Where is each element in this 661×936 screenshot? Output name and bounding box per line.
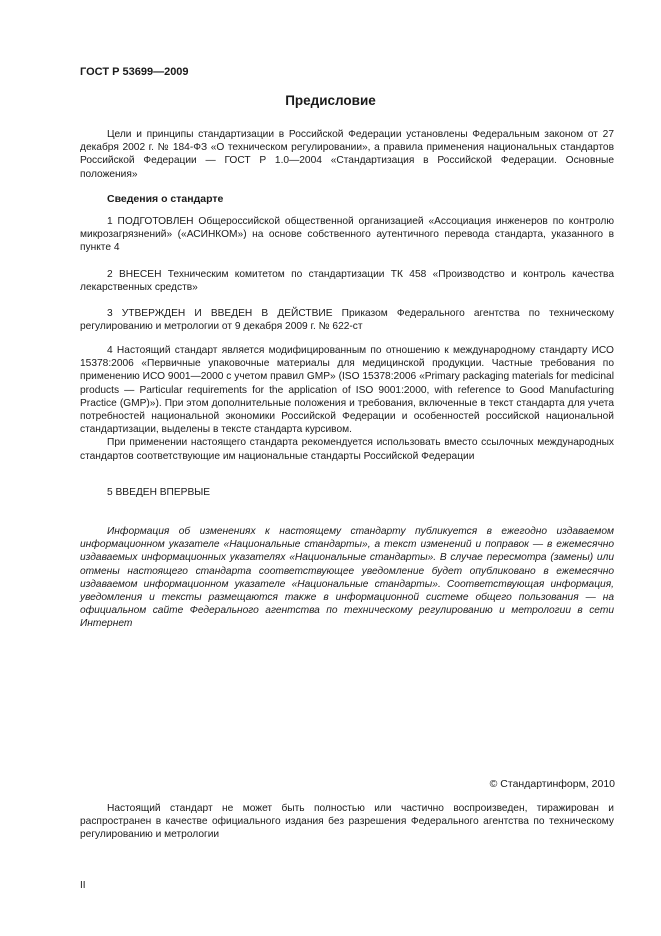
intro-text: Цели и принципы стандартизации в Российской Федерации установлены Федеральным законом от 27 декабря 2002 г. № 184-ФЗ «О техническом регулировании», а правила применения национальных стандартов Российской Федерации — ГОСТ Р 1.0—2004 «Стандартизация в Российской Федерации. Основные положения» [80, 129, 614, 180]
copyright: © Стандартинформ, 2010 [489, 778, 615, 790]
page-number: II [80, 880, 86, 891]
item-3-text: 3 УТВЕРЖДЕН И ВВЕДЕН В ДЕЙСТВИЕ Приказом Федерального агентства по техническому регулированию и метрологии от 9 декабря 2009 г. № 622-ст [80, 308, 614, 333]
item-4-text: 4 Настоящий стандарт является модифицированным по отношению к международному стандарту ИСО 15378:2006 «Первичные упаковочные материалы для медицинской продукции. Частные требования по применению ИСО 9001—2000 с учетом правил GMP» (ISO 15378:2006 «Primary packaging materials for medicinal products — Particular requirements for the application of ISO 9001:2000, with reference to Good Manufacturing Practice (GMP)»). При этом дополнительные положения и требования, включенные в текст стандарта для учета потребностей национальной экономики Российской Федерации и особенностей российской национальной стандартизации, выделены в тексте стандарта курсивом. [80, 345, 614, 436]
reproduction-notice [80, 802, 614, 842]
item-2 [80, 268, 614, 294]
info-notice [80, 525, 614, 631]
page-title: Предисловие [285, 93, 376, 108]
section-title: Сведения о стандарте [107, 193, 224, 205]
reproduction-notice-text: Настоящий стандарт не может быть полностью или частично воспроизведен, тиражирован и распространен в качестве официального издания без разрешения Федерального агентства по техническому регулированию и метрологии [80, 803, 614, 841]
intro-paragraph [80, 128, 614, 181]
document-id: ГОСТ Р 53699—2009 [80, 66, 189, 78]
info-notice-text: Информация об изменениях к настоящему стандарту публикуется в ежегодно издаваемом информационном указателе «Национальные стандарты», а текст изменений и поправок — в ежемесячно издаваемых информационных указателях «Национальные стандарты». В случае пересмотра (замены) или отмены настоящего стандарта соответствующее уведомление будет опубликовано в ежемесячно издаваемом информационном указателе «Национальные стандарты». Соответствующая информация, уведомления и тексты размещаются также в информационной системе общего пользования — на официальном сайте Федерального агентства по техническому регулированию и метрологии в сети Интернет [80, 526, 614, 630]
item-5 [80, 486, 614, 499]
item-1-text: 1 ПОДГОТОВЛЕН Общероссийской общественной организацией «Ассоциация инженеров по контролю микрозагрязнений» («АСИНКОМ») на основе собственного аутентичного перевода стандарта, указанного в пункте 4 [80, 216, 614, 254]
item-4-note: При применении настоящего стандарта рекомендуется использовать вместо ссылочных международных стандартов соответствующие им национальные стандарты Российской Федерации [80, 437, 614, 462]
item-5-text: 5 ВВЕДЕН ВПЕРВЫЕ [107, 487, 211, 498]
item-1 [80, 215, 614, 255]
item-3 [80, 307, 614, 333]
item-2-text: 2 ВНЕСЕН Техническим комитетом по стандартизации ТК 458 «Производство и контроль качества лекарственных средств» [80, 269, 614, 294]
item-4 [80, 344, 614, 463]
